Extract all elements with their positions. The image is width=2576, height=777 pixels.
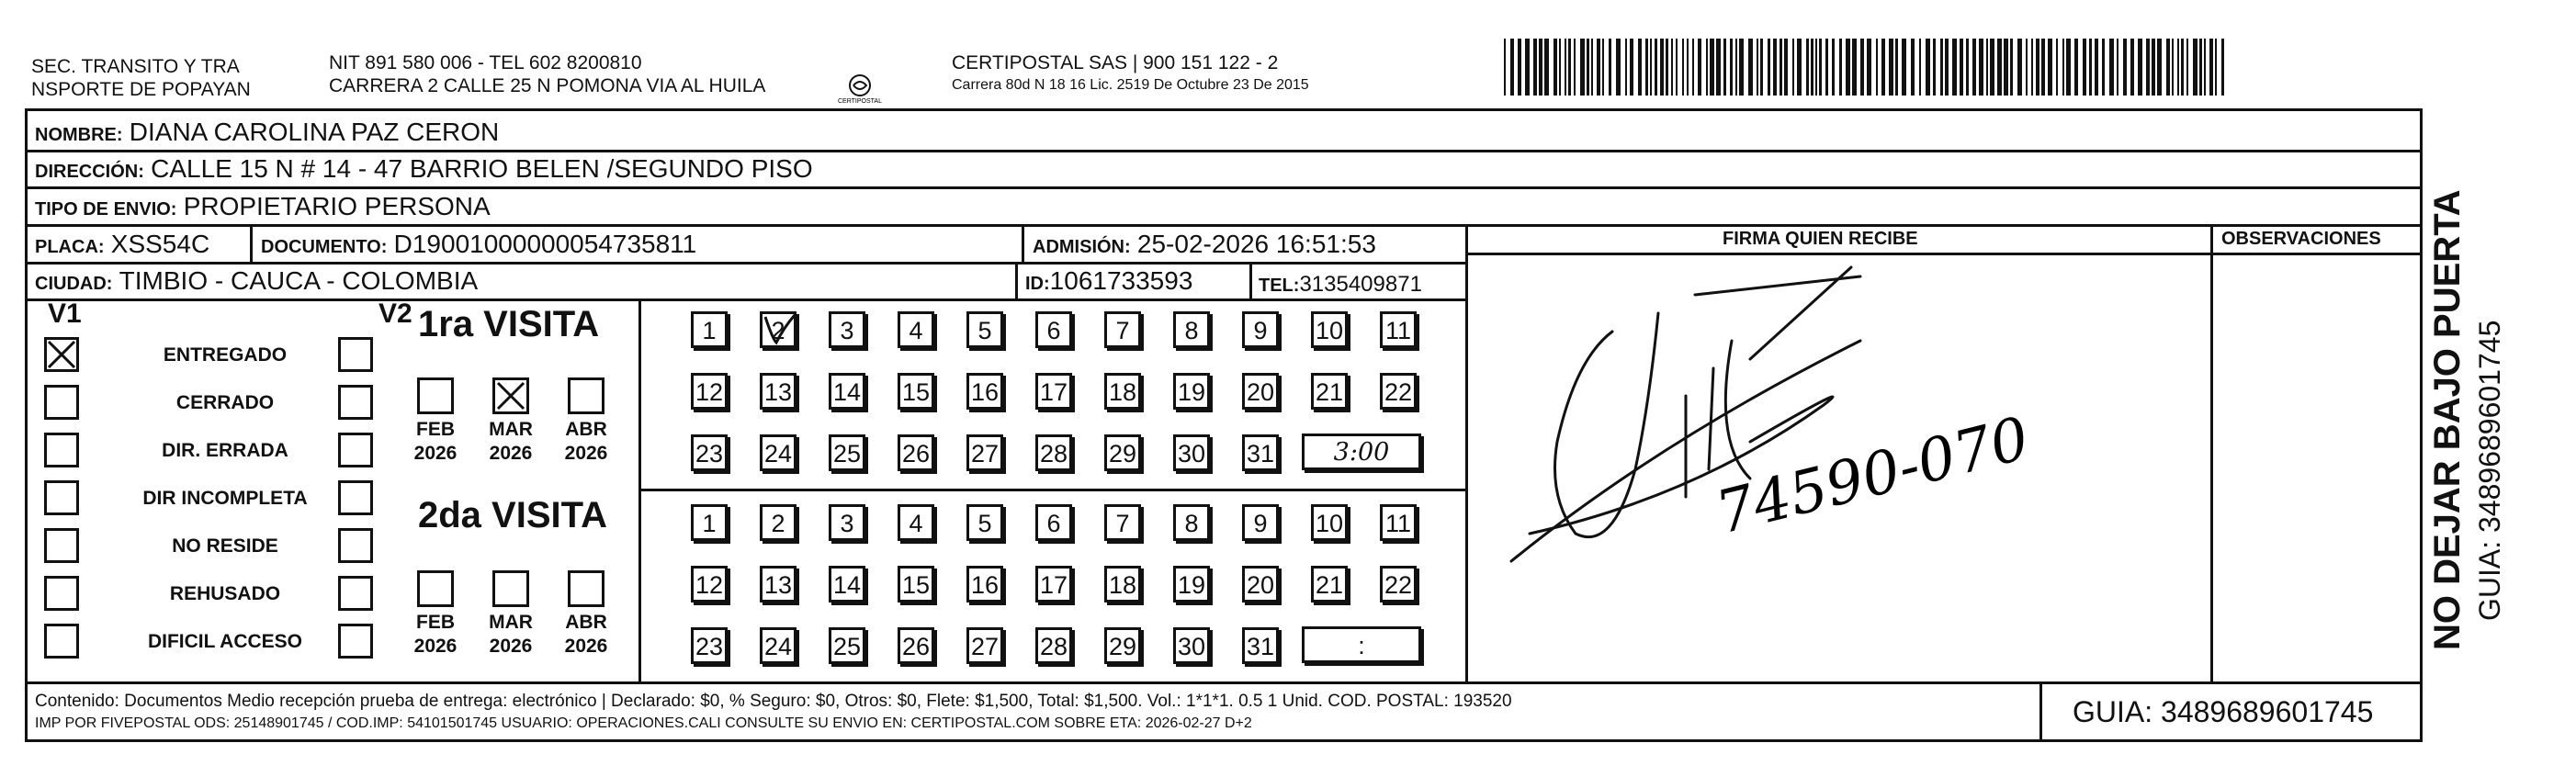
barcode-bar bbox=[1846, 39, 1850, 96]
day-check-mark bbox=[760, 311, 797, 348]
day-box[interactable]: 10 bbox=[1311, 311, 1348, 348]
day-box[interactable]: 23 bbox=[691, 627, 728, 664]
barcode-bar bbox=[2089, 39, 2092, 96]
barcode-bar bbox=[1739, 39, 1744, 96]
day-box[interactable]: 12 bbox=[691, 566, 728, 602]
barcode-bar bbox=[1625, 39, 1627, 96]
barcode-bar bbox=[1990, 39, 1994, 96]
barcode-bar bbox=[1609, 39, 1611, 96]
v1-checkbox[interactable] bbox=[44, 624, 79, 659]
first-visit-title: 1ra VISITA bbox=[418, 304, 600, 344]
sender-line-1: SEC. TRANSITO Y TRA bbox=[31, 56, 240, 77]
v1-checkbox[interactable] bbox=[44, 337, 79, 372]
barcode-bar bbox=[1832, 39, 1835, 96]
barcode-bar bbox=[1797, 39, 1802, 96]
day-box[interactable]: 12 bbox=[691, 373, 728, 410]
sender-line-2: NSPORTE DE POPAYAN bbox=[31, 79, 251, 100]
direccion-value: CALLE 15 N # 14 - 47 BARRIO BELEN /SEGUNDO PISO bbox=[151, 154, 813, 183]
barcode-bar bbox=[1518, 39, 1521, 96]
v2-checkbox[interactable] bbox=[338, 385, 373, 420]
v2-checkbox[interactable] bbox=[338, 480, 373, 515]
day-box[interactable]: 8 bbox=[1173, 504, 1210, 541]
barcode-bar bbox=[2095, 39, 2098, 96]
barcode-bar bbox=[1919, 39, 1921, 96]
ciudad-label: CIUDAD: bbox=[35, 274, 113, 294]
month-checkbox[interactable] bbox=[492, 570, 529, 607]
side-guia: GUIA: 3489689601745 bbox=[2473, 320, 2506, 621]
barcode-bar bbox=[1966, 39, 1969, 96]
barcode-bar bbox=[1876, 39, 1878, 96]
no-dejar-bajo-puerta: NO DEJAR BAJO PUERTA bbox=[2427, 189, 2468, 650]
reason-label: CERRADO bbox=[175, 392, 275, 413]
barcode-bar bbox=[1895, 39, 1898, 96]
barcode-bar bbox=[1940, 39, 1943, 96]
barcode-bar bbox=[1911, 39, 1915, 96]
barcode-bar bbox=[1504, 39, 1506, 96]
barcode-bar bbox=[2026, 39, 2028, 96]
v2-checkbox[interactable] bbox=[338, 576, 373, 611]
month-name: MAR bbox=[489, 419, 533, 440]
barcode-bar bbox=[1591, 39, 1593, 96]
barcode-bar bbox=[2172, 39, 2174, 96]
month-label bbox=[408, 611, 463, 659]
documento-value: D19001000000054735811 bbox=[393, 230, 697, 258]
barcode-bar bbox=[2062, 39, 2064, 96]
barcode-bar bbox=[1597, 39, 1600, 96]
barcode-bar bbox=[1819, 39, 1822, 96]
barcode-bar bbox=[1779, 39, 1782, 96]
nit-block bbox=[329, 51, 765, 97]
barcode-bar bbox=[2117, 39, 2118, 96]
handwritten-note: 74590-070 bbox=[1709, 404, 2036, 548]
barcode-bar bbox=[2102, 39, 2105, 96]
admision-label: ADMISIÓN: bbox=[1033, 237, 1131, 257]
barcode-bar bbox=[2157, 39, 2162, 96]
v2-checkbox[interactable] bbox=[338, 624, 373, 659]
barcode-bar bbox=[1773, 39, 1777, 96]
nombre-value: DIANA CAROLINA PAZ CERON bbox=[129, 118, 500, 146]
footer-line-1: Contenido: Documentos Medio recepción prueba de entrega: electrónico | Declarado: $0, % Seguro: $0, Otros: $0, Flete: $1,500, Total: $1,500. Vol.: 1*1*1. 0.5 1 Unid. COD. POSTAL: 193520 bbox=[35, 692, 1512, 711]
day-box[interactable]: 19 bbox=[1173, 373, 1210, 410]
day-box[interactable]: 15 bbox=[898, 566, 934, 602]
day-box[interactable]: 2 bbox=[760, 504, 797, 541]
barcode-bar bbox=[1650, 39, 1652, 96]
ciudad-value: TIMBIO - CAUCA - COLOMBIA bbox=[119, 266, 479, 295]
month-checkbox[interactable] bbox=[417, 570, 454, 607]
delivery-form bbox=[25, 108, 2423, 742]
day-box[interactable]: 25 bbox=[829, 627, 865, 664]
barcode-bar bbox=[1730, 39, 1733, 96]
v1-checkbox[interactable] bbox=[44, 385, 79, 420]
direccion-row bbox=[35, 155, 813, 186]
placa-value: XSS54C bbox=[110, 230, 210, 258]
day-box[interactable]: 26 bbox=[898, 627, 934, 664]
barcode-bar bbox=[1806, 39, 1809, 96]
placa-row bbox=[35, 231, 209, 261]
carrier-block bbox=[952, 51, 1309, 96]
month-year: 2026 bbox=[489, 636, 533, 657]
barcode-bar bbox=[2204, 39, 2206, 96]
barcode-bar bbox=[2138, 39, 2142, 96]
barcode-bar bbox=[1979, 39, 1983, 96]
reason-label: REHUSADO bbox=[169, 583, 281, 604]
day-box[interactable]: 30 bbox=[1173, 627, 1210, 664]
barcode-bar bbox=[1539, 39, 1542, 96]
barcode-bar bbox=[2123, 39, 2127, 96]
day-box[interactable]: 5 bbox=[966, 504, 1003, 541]
month-year: 2026 bbox=[489, 443, 533, 464]
day-box[interactable]: 5 bbox=[966, 311, 1003, 348]
barcode-bar bbox=[1760, 39, 1763, 96]
barcode-bar bbox=[2186, 39, 2188, 96]
day-box[interactable]: 3 bbox=[829, 504, 865, 541]
month-checkbox[interactable] bbox=[568, 570, 604, 607]
barcode-bar bbox=[1997, 39, 2002, 96]
barcode-bar bbox=[1815, 39, 1817, 96]
month-label bbox=[559, 418, 614, 466]
signature-stroke bbox=[1695, 267, 1860, 359]
day-box[interactable]: 31 bbox=[1242, 627, 1279, 664]
barcode-bar bbox=[2041, 39, 2045, 96]
month-year: 2026 bbox=[413, 443, 458, 464]
v2-label: V2 bbox=[378, 298, 412, 329]
barcode-bar bbox=[1825, 39, 1828, 96]
barcode-bar bbox=[1655, 39, 1657, 96]
barcode-bar bbox=[1666, 39, 1668, 96]
carrier-logo bbox=[834, 73, 886, 105]
barcode-bar bbox=[1986, 39, 1988, 96]
day-box[interactable]: 16 bbox=[966, 566, 1003, 602]
barcode-bar bbox=[1723, 39, 1726, 96]
day-box[interactable]: 8 bbox=[1173, 311, 1210, 348]
barcode-bar bbox=[1580, 39, 1585, 96]
day-box[interactable]: 7 bbox=[1104, 311, 1141, 348]
day-box[interactable]: 1 bbox=[691, 504, 728, 541]
barcode-bar bbox=[1676, 39, 1678, 96]
barcode-bar bbox=[2146, 39, 2150, 96]
barcode-bar bbox=[1692, 39, 1694, 96]
month-year: 2026 bbox=[564, 636, 608, 657]
barcode-bar bbox=[1852, 39, 1857, 96]
barcode-bar bbox=[1565, 39, 1566, 96]
firma-header: FIRMA QUIEN RECIBE bbox=[1723, 229, 1918, 249]
day-box[interactable]: 9 bbox=[1242, 504, 1279, 541]
nombre-label: NOMBRE: bbox=[35, 125, 123, 145]
documento-label: DOCUMENTO: bbox=[261, 237, 388, 257]
barcode-bar bbox=[2181, 39, 2184, 96]
barcode-bar bbox=[1952, 39, 1957, 96]
month-name: ABR bbox=[565, 419, 607, 440]
sender-block bbox=[31, 55, 251, 101]
barcode-bar bbox=[2209, 39, 2213, 96]
day-box[interactable]: 9 bbox=[1242, 311, 1279, 348]
barcode-bar bbox=[1682, 39, 1684, 96]
barcode-bar bbox=[1587, 39, 1589, 96]
barcode-bar bbox=[2177, 39, 2179, 96]
barcode-bar bbox=[2152, 39, 2155, 96]
barcode-bar bbox=[1671, 39, 1673, 96]
v1-checkbox[interactable] bbox=[44, 576, 79, 611]
day-box[interactable]: 14 bbox=[829, 373, 865, 410]
barcode-bar bbox=[1602, 39, 1604, 96]
barcode-bar bbox=[2130, 39, 2134, 96]
barcode-bar bbox=[1926, 39, 1930, 96]
barcode-bar bbox=[1554, 39, 1557, 96]
day-box[interactable]: 21 bbox=[1311, 566, 1348, 602]
tipo-row bbox=[35, 193, 491, 223]
day-box[interactable]: 29 bbox=[1104, 434, 1141, 471]
barcode-bar bbox=[1757, 39, 1758, 96]
v2-checkbox[interactable] bbox=[338, 528, 373, 563]
tel-label: TEL: bbox=[1259, 276, 1300, 296]
barcode-bar bbox=[1735, 39, 1737, 96]
day-box[interactable]: 18 bbox=[1104, 566, 1141, 602]
id-value: 1061733593 bbox=[1049, 266, 1193, 295]
logo-text: CERTIPOSTAL bbox=[838, 98, 882, 105]
day-box[interactable]: 22 bbox=[1380, 566, 1417, 602]
day-box[interactable]: 19 bbox=[1173, 566, 1210, 602]
day-box[interactable]: 17 bbox=[1035, 373, 1072, 410]
reason-label: DIR INCOMPLETA bbox=[142, 488, 308, 509]
id-label: ID: bbox=[1025, 274, 1050, 294]
tel-row bbox=[1259, 269, 1422, 299]
carrier-line-1: CERTIPOSTAL SAS | 900 151 122 - 2 bbox=[952, 52, 1279, 73]
day-box[interactable]: 6 bbox=[1035, 311, 1072, 348]
day-box[interactable]: 1 bbox=[691, 311, 728, 348]
barcode-bar bbox=[2083, 39, 2086, 96]
barcode-bar bbox=[1933, 39, 1936, 96]
barcode-bar bbox=[1960, 39, 1963, 96]
barcode-bar bbox=[2017, 39, 2022, 96]
tipo-value: PROPIETARIO PERSONA bbox=[183, 192, 491, 220]
guia-box: GUIA: 3489689601745 bbox=[2073, 695, 2374, 728]
barcode-bar bbox=[1972, 39, 1976, 96]
barcode-bar bbox=[1660, 39, 1664, 96]
day-box[interactable]: 26 bbox=[898, 434, 934, 471]
day-box[interactable]: 3 bbox=[829, 311, 865, 348]
barcode-bar bbox=[1510, 39, 1514, 96]
day-box[interactable]: 22 bbox=[1380, 373, 1417, 410]
second-visit-time[interactable]: : bbox=[1302, 626, 1421, 663]
day-box[interactable]: 29 bbox=[1104, 627, 1141, 664]
barcode-bar bbox=[1706, 39, 1708, 96]
id-row bbox=[1025, 267, 1192, 298]
day-box[interactable]: 28 bbox=[1035, 434, 1072, 471]
barcode-bar bbox=[1839, 39, 1842, 96]
day-box[interactable]: 10 bbox=[1311, 504, 1348, 541]
barcode-bar bbox=[1533, 39, 1537, 96]
barcode-bar bbox=[2215, 39, 2217, 96]
day-box[interactable]: 28 bbox=[1035, 627, 1072, 664]
nit-line-1: NIT 891 580 006 - TEL 602 8200810 bbox=[329, 52, 642, 73]
tipo-label: TIPO DE ENVIO: bbox=[35, 199, 177, 220]
month-name: FEB bbox=[416, 419, 455, 440]
barcode-bar bbox=[1716, 39, 1721, 96]
barcode-bar bbox=[1860, 39, 1864, 96]
barcode-bar bbox=[2056, 39, 2058, 96]
month-checkbox[interactable] bbox=[492, 377, 529, 414]
reason-label: NO RESIDE bbox=[172, 535, 278, 557]
day-box[interactable]: 11 bbox=[1380, 311, 1417, 348]
month-name: ABR bbox=[565, 612, 607, 633]
barcode-bar bbox=[1574, 39, 1576, 96]
observaciones-header: OBSERVACIONES bbox=[2221, 229, 2381, 249]
day-box[interactable]: 16 bbox=[966, 373, 1003, 410]
day-box[interactable]: 24 bbox=[760, 434, 797, 471]
day-box[interactable]: 18 bbox=[1104, 373, 1141, 410]
month-label bbox=[559, 611, 614, 659]
day-box[interactable]: 13 bbox=[760, 566, 797, 602]
day-box[interactable]: 20 bbox=[1242, 566, 1279, 602]
v1-label: V1 bbox=[48, 298, 82, 329]
day-box[interactable]: 15 bbox=[898, 373, 934, 410]
barcode-bar bbox=[2066, 39, 2071, 96]
day-box[interactable]: 17 bbox=[1035, 566, 1072, 602]
day-box[interactable]: 13 bbox=[760, 373, 797, 410]
barcode-bar bbox=[2221, 39, 2224, 96]
barcode-bar bbox=[1687, 39, 1689, 96]
month-checkbox[interactable] bbox=[568, 377, 604, 414]
reason-label: ENTREGADO bbox=[163, 344, 288, 366]
barcode-bar bbox=[2048, 39, 2052, 96]
barcode-bar bbox=[2074, 39, 2078, 96]
day-box[interactable]: 23 bbox=[691, 434, 728, 471]
barcode-bar bbox=[1559, 39, 1561, 96]
day-box[interactable]: 7 bbox=[1104, 504, 1141, 541]
barcode-bar bbox=[2109, 39, 2114, 96]
reason-label: DIR. ERRADA bbox=[162, 440, 288, 461]
nit-line-2: CARRERA 2 CALLE 25 N POMONA VIA AL HUILA bbox=[329, 75, 766, 96]
barcode-bar bbox=[1902, 39, 1906, 96]
month-label bbox=[483, 418, 538, 466]
month-name: MAR bbox=[489, 612, 533, 633]
admision-value: 25-02-2026 16:51:53 bbox=[1136, 230, 1376, 258]
direccion-label: DIRECCIÓN: bbox=[35, 162, 144, 182]
barcode-bar bbox=[1525, 39, 1530, 96]
barcode-bar bbox=[1616, 39, 1621, 96]
day-box[interactable]: 31 bbox=[1242, 434, 1279, 471]
v2-checkbox[interactable] bbox=[338, 433, 373, 467]
v2-checkbox[interactable] bbox=[338, 337, 373, 372]
month-year: 2026 bbox=[413, 636, 458, 657]
documento-row bbox=[261, 231, 696, 261]
barcode-bar bbox=[1768, 39, 1770, 96]
barcode-bar bbox=[1710, 39, 1714, 96]
barcode-bar bbox=[1748, 39, 1753, 96]
barcode-bar bbox=[1881, 39, 1885, 96]
reason-label: DIFICIL ACCESO bbox=[147, 631, 302, 652]
barcode-bar bbox=[1811, 39, 1813, 96]
day-box[interactable]: 2 bbox=[760, 311, 797, 348]
barcode-bar bbox=[1630, 39, 1633, 96]
barcode-bar bbox=[1945, 39, 1949, 96]
v1-checkbox[interactable] bbox=[44, 433, 79, 467]
ciudad-row bbox=[35, 267, 478, 298]
tel-value: 3135409871 bbox=[1299, 272, 1422, 297]
day-box[interactable]: 14 bbox=[829, 566, 865, 602]
day-box[interactable]: 24 bbox=[760, 627, 797, 664]
v1-checkbox[interactable] bbox=[44, 528, 79, 563]
day-box[interactable]: 21 bbox=[1311, 373, 1348, 410]
carrier-line-2: Carrera 80d N 18 16 Lic. 2519 De Octubre 23 De 2015 bbox=[952, 77, 1309, 93]
day-box[interactable]: 4 bbox=[898, 504, 934, 541]
barcode-bar bbox=[2166, 39, 2170, 96]
barcode-bar bbox=[2031, 39, 2033, 96]
month-checkbox[interactable] bbox=[417, 377, 454, 414]
barcode bbox=[1504, 39, 2230, 96]
day-box[interactable]: 11 bbox=[1380, 504, 1417, 541]
day-box[interactable]: 27 bbox=[966, 627, 1003, 664]
barcode-bar bbox=[1638, 39, 1642, 96]
day-box[interactable]: 6 bbox=[1035, 504, 1072, 541]
barcode-bar bbox=[2010, 39, 2013, 96]
nombre-row bbox=[35, 118, 499, 149]
day-box[interactable]: 30 bbox=[1173, 434, 1210, 471]
barcode-bar bbox=[1792, 39, 1794, 96]
day-box[interactable]: 27 bbox=[966, 434, 1003, 471]
signature-stroke bbox=[1555, 313, 1659, 537]
v1-checkbox[interactable] bbox=[44, 480, 79, 515]
barcode-bar bbox=[2004, 39, 2008, 96]
footer-line-2: IMP POR FIVEPOSTAL ODS: 25148901745 / COD.IMP: 54101501745 USUARIO: OPERACIONES.CALI CONSULTE SU ENVIO EN: CERTIPOSTAL.COM SOBRE ETA: 2026-02-27 D+2 bbox=[35, 715, 1252, 731]
day-box[interactable]: 20 bbox=[1242, 373, 1279, 410]
barcode-bar bbox=[1568, 39, 1571, 96]
second-visit-title: 2da VISITA bbox=[418, 495, 607, 535]
barcode-bar bbox=[1867, 39, 1871, 96]
day-box[interactable]: 25 bbox=[829, 434, 865, 471]
month-year: 2026 bbox=[564, 443, 608, 464]
barcode-bar bbox=[1645, 39, 1648, 96]
first-visit-time[interactable]: 3:00 bbox=[1302, 434, 1421, 470]
barcode-bar bbox=[2193, 39, 2198, 96]
placa-label: PLACA: bbox=[35, 237, 105, 257]
signature-area bbox=[1474, 258, 2200, 676]
barcode-bar bbox=[1784, 39, 1788, 96]
barcode-bar bbox=[1889, 39, 1893, 96]
month-label bbox=[408, 418, 463, 466]
day-box[interactable]: 4 bbox=[898, 311, 934, 348]
barcode-bar bbox=[1544, 39, 1549, 96]
barcode-bar bbox=[2036, 39, 2039, 96]
barcode-bar bbox=[2199, 39, 2202, 96]
barcode-bar bbox=[1698, 39, 1701, 96]
month-label bbox=[483, 611, 538, 659]
admision-row bbox=[1033, 231, 1376, 261]
month-name: FEB bbox=[416, 612, 455, 633]
